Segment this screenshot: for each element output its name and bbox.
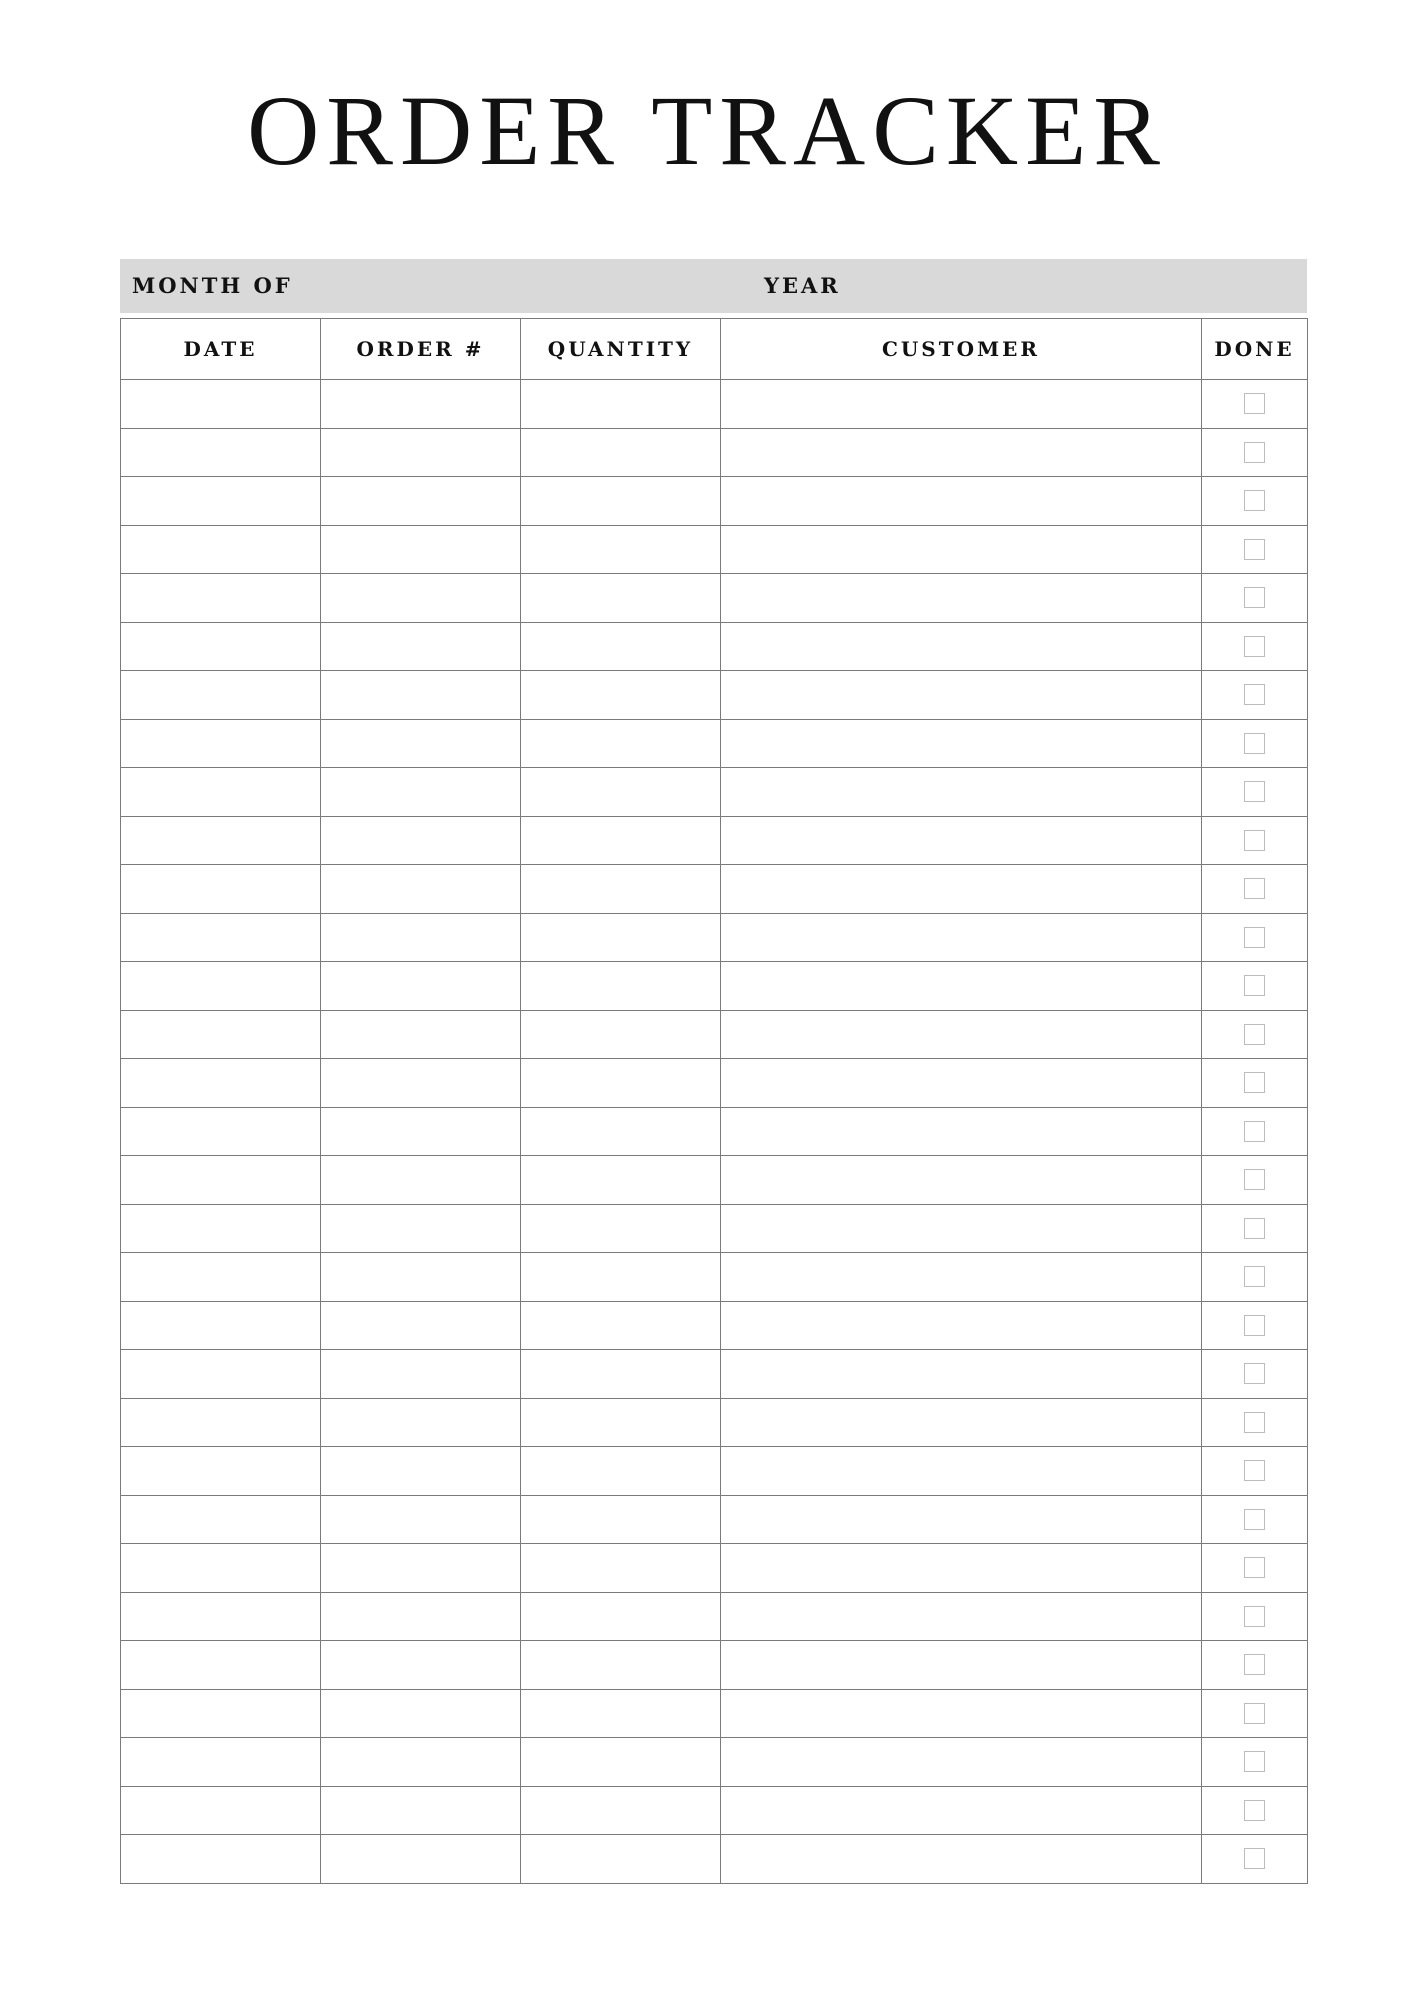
table-row [121,477,1308,526]
done-checkbox[interactable] [1244,781,1265,802]
date-cell[interactable] [121,865,321,914]
done-cell [1202,671,1308,720]
order-number-cell[interactable] [321,477,521,526]
done-cell [1202,1447,1308,1496]
table-row [121,1253,1308,1302]
table-row [121,1301,1308,1350]
date-cell[interactable] [121,1495,321,1544]
customer-cell[interactable] [721,1447,1202,1496]
done-checkbox[interactable] [1244,1800,1265,1821]
table-row [121,1447,1308,1496]
done-checkbox[interactable] [1244,393,1265,414]
date-cell[interactable] [121,913,321,962]
table-header-row [121,319,1308,380]
order-number-cell[interactable] [321,1738,521,1787]
column-header-order-number: ORDER # [321,319,521,380]
done-checkbox[interactable] [1244,1363,1265,1384]
table-row [121,1544,1308,1593]
done-cell [1202,1059,1308,1108]
done-checkbox[interactable] [1244,1072,1265,1093]
date-cell[interactable] [121,1253,321,1302]
done-checkbox[interactable] [1244,927,1265,948]
month-label: MONTH OF [132,273,293,298]
quantity-cell[interactable] [521,622,721,671]
order-number-cell[interactable] [321,1204,521,1253]
order-number-cell[interactable] [321,622,521,671]
order-number-cell[interactable] [321,1689,521,1738]
table-row [121,768,1308,817]
done-checkbox[interactable] [1244,1169,1265,1190]
column-header-quantity: QUANTITY [521,319,721,380]
done-checkbox[interactable] [1244,733,1265,754]
order-number-cell[interactable] [321,1253,521,1302]
date-cell[interactable] [121,622,321,671]
done-cell [1202,913,1308,962]
order-number-cell[interactable] [321,525,521,574]
quantity-cell[interactable] [521,1447,721,1496]
order-number-cell[interactable] [321,380,521,429]
order-number-cell[interactable] [321,1350,521,1399]
quantity-cell[interactable] [521,1641,721,1690]
table-row [121,574,1308,623]
done-checkbox[interactable] [1244,975,1265,996]
done-cell [1202,1204,1308,1253]
customer-cell[interactable] [721,1010,1202,1059]
table-row [121,1204,1308,1253]
done-checkbox[interactable] [1244,1654,1265,1675]
date-cell[interactable] [121,1107,321,1156]
date-cell[interactable] [121,477,321,526]
done-cell [1202,1156,1308,1205]
table-row [121,671,1308,720]
done-cell [1202,1350,1308,1399]
column-header-customer: CUSTOMER [721,319,1202,380]
done-cell [1202,1786,1308,1835]
quantity-cell[interactable] [521,816,721,865]
page-title: ORDER TRACKER [247,75,1167,186]
done-cell [1202,380,1308,429]
date-cell[interactable] [121,1544,321,1593]
done-cell [1202,428,1308,477]
done-checkbox[interactable] [1244,442,1265,463]
date-cell[interactable] [121,719,321,768]
date-cell[interactable] [121,962,321,1011]
order-number-cell[interactable] [321,428,521,477]
quantity-cell[interactable] [521,428,721,477]
order-number-cell[interactable] [321,1107,521,1156]
done-cell [1202,865,1308,914]
done-cell [1202,1253,1308,1302]
order-number-cell[interactable] [321,865,521,914]
table-row [121,380,1308,429]
order-number-cell[interactable] [321,1641,521,1690]
done-cell [1202,1835,1308,1884]
done-checkbox[interactable] [1244,1557,1265,1578]
quantity-cell[interactable] [521,1544,721,1593]
table-row [121,428,1308,477]
date-cell[interactable] [121,816,321,865]
date-cell[interactable] [121,1350,321,1399]
column-header-done: DONE [1202,319,1308,380]
customer-cell[interactable] [721,1689,1202,1738]
quantity-cell[interactable] [521,1398,721,1447]
table-row [121,1738,1308,1787]
customer-cell[interactable] [721,1107,1202,1156]
customer-cell[interactable] [721,1059,1202,1108]
date-cell[interactable] [121,1398,321,1447]
quantity-cell[interactable] [521,1059,721,1108]
order-number-cell[interactable] [321,913,521,962]
table-row [121,1156,1308,1205]
customer-cell[interactable] [721,1301,1202,1350]
date-cell[interactable] [121,1592,321,1641]
done-checkbox[interactable] [1244,1848,1265,1869]
customer-cell[interactable] [721,1641,1202,1690]
quantity-cell[interactable] [521,962,721,1011]
order-number-cell[interactable] [321,768,521,817]
customer-cell[interactable] [721,1156,1202,1205]
customer-cell[interactable] [721,1738,1202,1787]
table-row [121,1641,1308,1690]
order-number-cell[interactable] [321,1156,521,1205]
customer-cell[interactable] [721,962,1202,1011]
quantity-cell[interactable] [521,1010,721,1059]
customer-cell[interactable] [721,1835,1202,1884]
table-row [121,622,1308,671]
quantity-cell[interactable] [521,574,721,623]
quantity-cell[interactable] [521,768,721,817]
customer-cell[interactable] [721,865,1202,914]
done-checkbox[interactable] [1244,878,1265,899]
done-checkbox[interactable] [1244,1121,1265,1142]
column-header-date: DATE [121,319,321,380]
date-cell[interactable] [121,574,321,623]
date-cell[interactable] [121,1641,321,1690]
quantity-cell[interactable] [521,1495,721,1544]
date-cell[interactable] [121,1204,321,1253]
table-row [121,1398,1308,1447]
table-row [121,719,1308,768]
customer-cell[interactable] [721,574,1202,623]
quantity-cell[interactable] [521,477,721,526]
done-cell [1202,574,1308,623]
customer-cell[interactable] [721,622,1202,671]
table-row [121,816,1308,865]
date-cell[interactable] [121,1835,321,1884]
quantity-cell[interactable] [521,1350,721,1399]
table-row [121,962,1308,1011]
quantity-cell[interactable] [521,1156,721,1205]
order-number-cell[interactable] [321,962,521,1011]
order-number-cell[interactable] [321,816,521,865]
date-cell[interactable] [121,428,321,477]
done-cell [1202,1010,1308,1059]
done-cell [1202,622,1308,671]
date-cell[interactable] [121,380,321,429]
customer-cell[interactable] [721,1350,1202,1399]
done-checkbox[interactable] [1244,830,1265,851]
done-checkbox[interactable] [1244,539,1265,560]
done-cell [1202,477,1308,526]
table-row [121,1835,1308,1884]
order-table [120,318,1308,1884]
date-cell[interactable] [121,525,321,574]
quantity-cell[interactable] [521,1253,721,1302]
order-number-cell[interactable] [321,1835,521,1884]
customer-cell[interactable] [721,525,1202,574]
quantity-cell[interactable] [521,1786,721,1835]
quantity-cell[interactable] [521,1204,721,1253]
quantity-cell[interactable] [521,671,721,720]
order-number-cell[interactable] [321,1592,521,1641]
done-cell [1202,1689,1308,1738]
customer-cell[interactable] [721,1204,1202,1253]
quantity-cell[interactable] [521,1689,721,1738]
done-cell [1202,1107,1308,1156]
customer-cell[interactable] [721,816,1202,865]
done-cell [1202,719,1308,768]
quantity-cell[interactable] [521,1107,721,1156]
order-number-cell[interactable] [321,1301,521,1350]
order-number-cell[interactable] [321,1010,521,1059]
customer-cell[interactable] [721,477,1202,526]
table-row [121,1786,1308,1835]
date-cell[interactable] [121,1738,321,1787]
date-cell[interactable] [121,1010,321,1059]
order-number-cell[interactable] [321,1447,521,1496]
done-checkbox[interactable] [1244,1703,1265,1724]
customer-cell[interactable] [721,1592,1202,1641]
customer-cell[interactable] [721,913,1202,962]
quantity-cell[interactable] [521,719,721,768]
done-cell [1202,1398,1308,1447]
customer-cell[interactable] [721,380,1202,429]
date-cell[interactable] [121,768,321,817]
date-cell[interactable] [121,671,321,720]
date-cell[interactable] [121,1156,321,1205]
done-cell [1202,1544,1308,1593]
done-cell [1202,1495,1308,1544]
customer-cell[interactable] [721,671,1202,720]
customer-cell[interactable] [721,1544,1202,1593]
done-checkbox[interactable] [1244,1606,1265,1627]
date-cell[interactable] [121,1689,321,1738]
done-checkbox[interactable] [1244,1509,1265,1530]
done-checkbox[interactable] [1244,684,1265,705]
done-cell [1202,962,1308,1011]
order-number-cell[interactable] [321,1059,521,1108]
done-checkbox[interactable] [1244,1412,1265,1433]
done-checkbox[interactable] [1244,490,1265,511]
table-row [121,525,1308,574]
done-cell [1202,816,1308,865]
order-number-cell[interactable] [321,1786,521,1835]
customer-cell[interactable] [721,1398,1202,1447]
order-number-cell[interactable] [321,1544,521,1593]
done-checkbox[interactable] [1244,636,1265,657]
customer-cell[interactable] [721,768,1202,817]
table-row [121,1592,1308,1641]
month-year-bar [120,259,1307,313]
done-cell [1202,1641,1308,1690]
table-row [121,1350,1308,1399]
customer-cell[interactable] [721,1786,1202,1835]
customer-cell[interactable] [721,428,1202,477]
quantity-cell[interactable] [521,1835,721,1884]
customer-cell[interactable] [721,1495,1202,1544]
order-number-cell[interactable] [321,1495,521,1544]
done-cell [1202,525,1308,574]
order-number-cell[interactable] [321,671,521,720]
done-checkbox[interactable] [1244,587,1265,608]
year-label: YEAR [764,273,841,298]
done-checkbox[interactable] [1244,1218,1265,1239]
quantity-cell[interactable] [521,1738,721,1787]
table-body [121,380,1308,1884]
quantity-cell[interactable] [521,380,721,429]
table-row [121,1107,1308,1156]
date-cell[interactable] [121,1786,321,1835]
quantity-cell[interactable] [521,865,721,914]
quantity-cell[interactable] [521,1301,721,1350]
order-number-cell[interactable] [321,719,521,768]
done-checkbox[interactable] [1244,1024,1265,1045]
order-number-cell[interactable] [321,574,521,623]
done-cell [1202,1301,1308,1350]
date-cell[interactable] [121,1059,321,1108]
table-row [121,913,1308,962]
customer-cell[interactable] [721,1253,1202,1302]
done-checkbox[interactable] [1244,1266,1265,1287]
quantity-cell[interactable] [521,525,721,574]
done-checkbox[interactable] [1244,1315,1265,1336]
done-cell [1202,768,1308,817]
done-checkbox[interactable] [1244,1751,1265,1772]
customer-cell[interactable] [721,719,1202,768]
done-cell [1202,1738,1308,1787]
table-row [121,1495,1308,1544]
date-cell[interactable] [121,1301,321,1350]
table-row [121,1689,1308,1738]
table-row [121,865,1308,914]
quantity-cell[interactable] [521,1592,721,1641]
done-cell [1202,1592,1308,1641]
table-row [121,1059,1308,1108]
done-checkbox[interactable] [1244,1460,1265,1481]
date-cell[interactable] [121,1447,321,1496]
quantity-cell[interactable] [521,913,721,962]
table-row [121,1010,1308,1059]
order-number-cell[interactable] [321,1398,521,1447]
